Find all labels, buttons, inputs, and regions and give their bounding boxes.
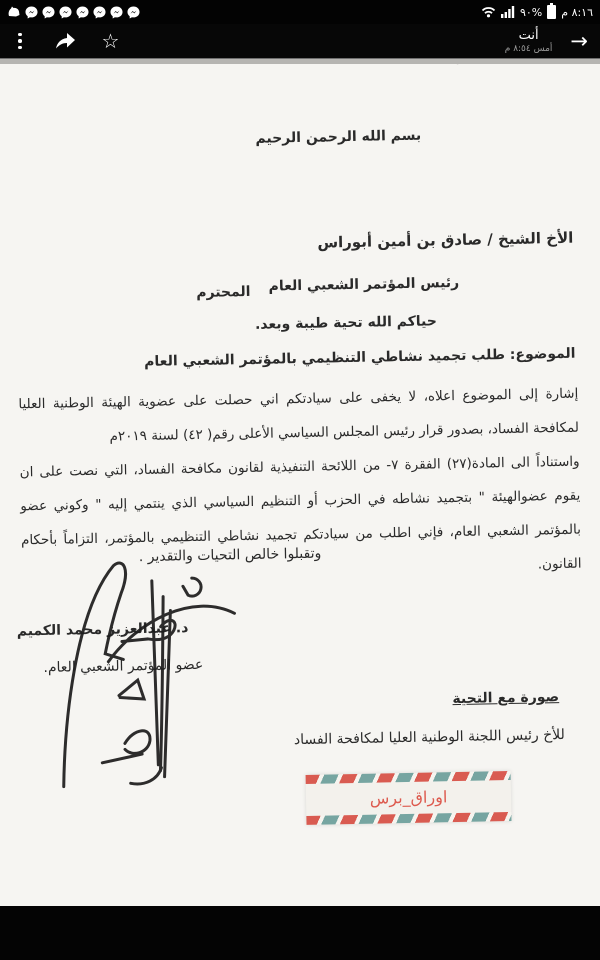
message-timestamp: أمس ٨:٥٤ م bbox=[504, 43, 553, 54]
subject-line: الموضوع: طلب تجميد نشاطي التنظيمي بالمؤتمر الشعبي العام bbox=[144, 345, 576, 370]
bottom-bar bbox=[0, 906, 600, 960]
cc-heading: صورة مع التحية bbox=[452, 689, 560, 708]
messenger-chat-icon bbox=[110, 6, 123, 19]
back-arrow-icon[interactable]: → bbox=[570, 28, 588, 53]
messenger-chat-icon bbox=[59, 6, 72, 19]
cc-recipient: للأخ رئيس اللجنة الوطنية العليا لمكافحة الفساد bbox=[293, 726, 566, 749]
body-paragraph-1: إشارة إلى الموضوع اعلاه، لا يخفى على سيادتكم اني حصلت على عضوية الهيئة الوطنية العليا لمكافحة الفساد، بصدور قرار رئيس المجلس السياسي الأعلى رقم( ٤٢) لسنة ٢٠١٩م bbox=[18, 385, 580, 445]
notification-icons bbox=[7, 5, 140, 19]
body-paragraph-2: واستناداً الى المادة(٢٧) الفقرة ٧- من اللائحة التنفيذية لقانون مكافحة الفساد، التي نصت على ان يقوم عضوالهيئة " بتجميد نشاطه في الحزب أو التنظيم السياسي الذي ينتمي إليه " وكوني عضو بالمؤتمر الشعبي العام، فإني اطلب من سيادتكم تجميد نشاطي التنظيمي بالمؤتمر، التزاماً بأحكام القانون. bbox=[19, 453, 582, 573]
forward-icon[interactable] bbox=[54, 32, 76, 50]
status-bar bbox=[0, 0, 600, 24]
signatory-name: د. عبدالعزيز محمد الكميم bbox=[16, 620, 189, 640]
basmala-line: بسم الله الرحمن الرحيم bbox=[255, 127, 422, 147]
closing-line: وتقبلوا خالص التحيات والتقدير . bbox=[138, 545, 322, 566]
messenger-chat-icon bbox=[25, 6, 38, 19]
honorific: المحترم bbox=[196, 283, 251, 301]
handwritten-signature bbox=[41, 551, 256, 805]
wifi-icon bbox=[481, 6, 496, 18]
misc-notification-icon bbox=[7, 5, 21, 19]
letter-content bbox=[0, 64, 600, 906]
messenger-chat-icon bbox=[93, 6, 106, 19]
messenger-chat-icon bbox=[42, 6, 55, 19]
battery-percent: ٩٠% bbox=[519, 5, 543, 19]
sender-name: أنت bbox=[518, 28, 539, 44]
messenger-chat-icon bbox=[127, 6, 140, 19]
letter-photo[interactable] bbox=[0, 64, 600, 906]
signal-bars-icon bbox=[501, 6, 515, 18]
signatory-title: عضو المؤتمر الشعبي العام. bbox=[43, 656, 204, 676]
date-line bbox=[0, 64, 591, 114]
press-watermark-stamp bbox=[306, 771, 512, 825]
clock: ٨:١٦ م bbox=[561, 5, 593, 19]
battery-icon bbox=[547, 5, 556, 19]
star-icon[interactable]: ☆ bbox=[101, 29, 120, 53]
messenger-chat-icon bbox=[76, 6, 89, 19]
addressee-title: رئيس المؤتمر الشعبي العام bbox=[268, 274, 460, 295]
stamp-text: اوراق_برس bbox=[369, 787, 448, 808]
sender-title-block[interactable] bbox=[505, 28, 553, 54]
media-viewer-toolbar bbox=[0, 24, 600, 58]
overflow-menu-icon[interactable] bbox=[12, 31, 28, 52]
addressee-line: الأخ الشيخ / صادق بن أمين أبوراس bbox=[317, 228, 574, 252]
greeting-line: حياكم الله تحية طيبة وبعد. bbox=[254, 313, 438, 333]
